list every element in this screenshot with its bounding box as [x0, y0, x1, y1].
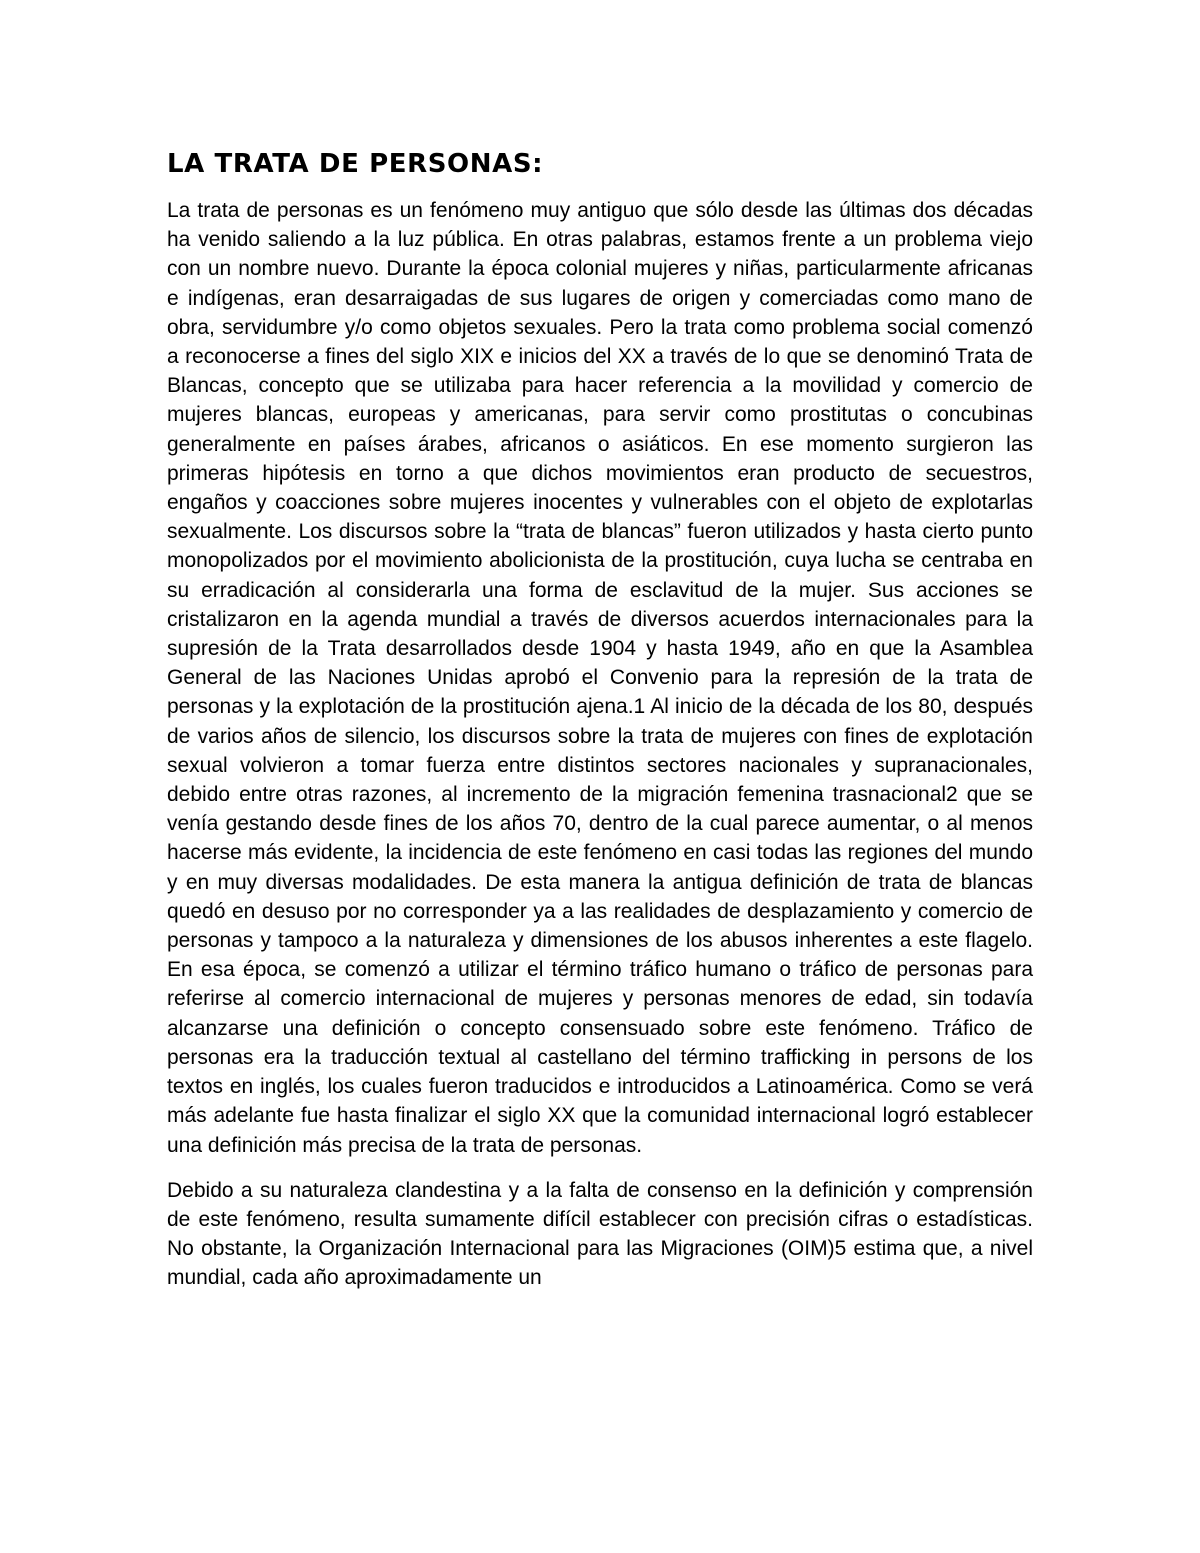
document-body: [167, 142, 1033, 1293]
document-title: LA TRATA DE PERSONAS:: [167, 149, 544, 179]
paragraph-1: La trata de personas es un fenómeno muy antiguo que sólo desde las últimas dos décadas ha venido saliendo a la luz pública. En otras palabras, estamos frente a un problema viejo con un nombre nuevo. Durante la época colonial mujeres y niñas, particularmente africanas e indígenas, eran desarraigadas de sus lugares de origen y comerciadas como mano de obra, servidumbre y/o como objetos sexuales. Pero la trata como problema social comenzó a reconocerse a fines del siglo XIX e inicios del XX a través de lo que se denominó Trata de Blancas, concepto que se utilizaba para hacer referencia a la movilidad y comercio de mujeres blancas, europeas y americanas, para servir como prostitutas o concubinas generalmente en países árabes, africanos o asiáticos. En ese momento surgieron las primeras hipótesis en torno a que dichos movimientos eran producto de secuestros, engaños y coacciones sobre mujeres inocentes y vulnerables con el objeto de explotarlas sexualmente. Los discursos sobre la “trata de blancas” fueron utilizados y hasta cierto punto monopolizados por el movimiento abolicionista de la prostitución, cuya lucha se centraba en su erradicación al considerarla una forma de esclavitud de la mujer. Sus acciones se cristalizaron en la agenda mundial a través de diversos acuerdos internacionales para la supresión de la Trata desarrollados desde 1904 y hasta 1949, año en que la Asamblea General de las Naciones Unidas aprobó el Convenio para la represión de la trata de personas y la explotación de la prostitución ajena.1 Al inicio de la década de los 80, después de varios años de silencio, los discursos sobre la trata de mujeres con fines de explotación sexual volvieron a tomar fuerza entre distintos sectores nacionales y supranacionales, debido entre otras razones, al incremento de la migración femenina trasnacional2 que se venía gestando desde fines de los años 70, dentro de la cual parece aumentar, o al menos hacerse más evidente, la incidencia de este fenómeno en casi todas las regiones del mundo y en muy diversas modalidades. De esta manera la antigua definición de trata de blancas quedó en desuso por no corresponder ya a las realidades de desplazamiento y comercio de personas y tampoco a la naturaleza y dimensiones de los abusos inherentes a este flagelo. En esa época, se comenzó a utilizar el término tráfico humano o tráfico de personas para referirse al comercio internacional de mujeres y personas menores de edad, sin todavía alcanzarse una definición o concepto consensuado sobre este fenómeno. Tráfico de personas era la traducción textual al castellano del término trafficking in persons de los textos en inglés, los cuales fueron traducidos e introducidos a Latinoamérica. Como se verá más adelante fue hasta finalizar el siglo XX que la comunidad internacional logró establecer una definición más precisa de la trata de personas.: [167, 199, 1033, 1157]
paragraph-2: Debido a su naturaleza clandestina y a la falta de consenso en la definición y comprensión de este fenómeno, resulta sumamente difícil establecer con precisión cifras o estadísticas. No obstante, la Organización Internacional para las Migraciones (OIM)5 estima que, a nivel mundial, cada año aproximadamente un: [167, 1178, 1033, 1290]
